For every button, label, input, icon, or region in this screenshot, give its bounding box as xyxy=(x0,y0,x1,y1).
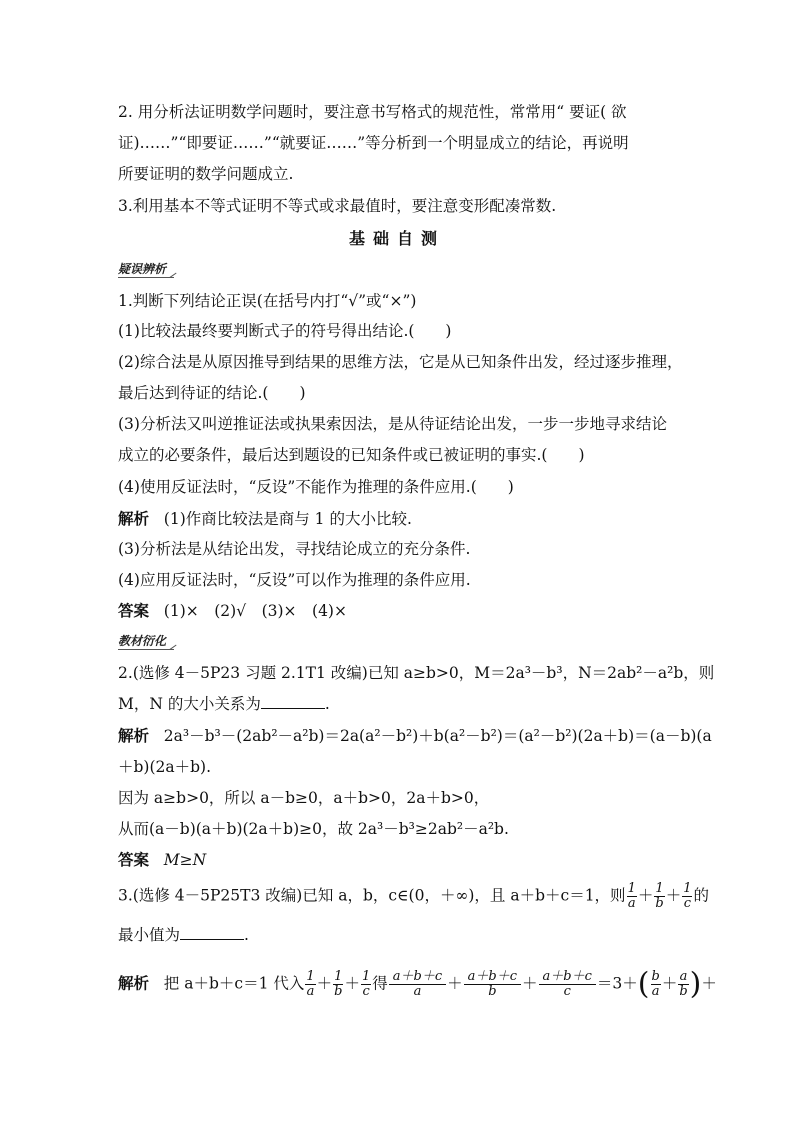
q2-analysis-line1 xyxy=(118,725,712,747)
q1-item2b: 最后达到待证的结论.( ) xyxy=(118,384,306,402)
q3-stem-b-end: . xyxy=(244,926,249,944)
q2-stem-b-end: . xyxy=(324,695,330,713)
q1-stem: 1.判断下列结论正误(在括号内打“√”或“×”) xyxy=(118,292,417,310)
q3-right-paren: ) xyxy=(689,966,702,1002)
q1-analysis-line3: (4)应用反证法时，“反设”可以作为推理的条件应用. xyxy=(118,571,471,589)
q2-answer-text: M≥N xyxy=(163,851,207,869)
q3-jx-frac-1c: $\frac{1}{c}$ xyxy=(362,969,371,999)
q3-analysis-label: 解析 xyxy=(118,974,150,993)
section2-line2: 证)……”“即要证……”“就要证……”等分析到一个明显成立的结论，再说明 xyxy=(118,134,629,152)
section2-line1: 2. 用分析法证明数学问题时，要注意书写格式的规范性，常常用“ 要证( 欲 xyxy=(118,103,627,121)
q3-frac-1c: $\frac{1}{c}$ xyxy=(683,881,692,911)
q2-stem-a: 2.(选修 4－5P23 习题 2.1T1 改编)已知 a≥b>0，M＝2a³－b³，N＝2ab²－a²b，则 xyxy=(118,664,715,682)
q1-item4: (4)使用反证法时，“反设”不能作为推理的条件应用.( ) xyxy=(118,478,514,496)
q3-stem-a-end: 的 xyxy=(693,886,709,905)
q3-analysis-de: 得 xyxy=(372,974,388,993)
q3-stem-b-text: 最小值为 xyxy=(118,926,181,944)
q1-answer-line xyxy=(118,600,347,622)
q1-answer-label: 答案 xyxy=(118,602,150,620)
q1-analysis-line2: (3)分析法是从结论出发，寻找结论成立的充分条件. xyxy=(118,540,471,558)
q2-analysis-line4: 从而(a－b)(a＋b)(2a＋b)≥0，故 2a³－b³≥2ab²－a²b. xyxy=(118,820,509,838)
q1-item3b: 成立的必要条件，最后达到题设的已知条件或已被证明的事实.( ) xyxy=(118,446,585,464)
q3-answer-blank xyxy=(180,925,244,940)
section-heading: 基础自测 xyxy=(348,229,445,248)
q1-item3a: (3)分析法又叫逆推证法或执果索因法，是从待证结论出发，一步一步地寻求结论 xyxy=(118,415,667,433)
q3-analysis-pre: 把 a＋b＋c＝1 代入 xyxy=(163,974,305,993)
q3-jx-frac-sum-a: $\frac{a+b+c}{a}$ xyxy=(389,970,446,999)
q2-answer-line xyxy=(118,849,206,871)
q3-stem-b xyxy=(118,924,249,946)
q3-jx-frac-1a: $\frac{1}{a}$ xyxy=(306,969,315,999)
q1-analysis-label: 解析 xyxy=(118,510,150,528)
q3-jx-frac-ba: $\frac{b}{a}$ xyxy=(651,969,660,999)
q1-item1: (1)比较法最终要判断式子的符号得出结论.( ) xyxy=(118,322,452,340)
q1-item2a: (2)综合法是从原因推导到结果的思维方法，它是从已知条件出发，经过逐步推理， xyxy=(118,353,683,371)
q1-analysis-text1: (1)作商比较法是商与 1 的大小比较. xyxy=(163,510,412,528)
tag-error-analysis: 疑误辨析 xyxy=(118,260,174,278)
q3-left-paren: ( xyxy=(637,966,650,1002)
section3-line1: 3.利用基本不等式证明不等式或求最值时，要注意变形配凑常数. xyxy=(118,197,557,215)
q3-analysis-eq: ＝3＋ xyxy=(596,974,638,993)
q3-frac-1a: $\frac{1}{a}$ xyxy=(627,881,636,911)
q2-analysis-line3: 因为 a≥b>0，所以 a－b≥0，a＋b>0，2a＋b>0， xyxy=(118,789,490,807)
q1-answer-text: (1)× (2)√ (3)× (4)× xyxy=(163,602,347,620)
q2-stem-b xyxy=(118,693,330,715)
q3-jx-frac-ab: $\frac{a}{b}$ xyxy=(679,969,688,999)
q1-analysis-line1 xyxy=(118,508,412,530)
q3-jx-frac-sum-c: $\frac{a+b+c}{c}$ xyxy=(539,970,596,999)
q2-answer-label: 答案 xyxy=(118,851,150,869)
section2-line3: 所要证明的数学问题成立. xyxy=(118,165,294,183)
q3-jx-frac-sum-b: $\frac{a+b+c}{b}$ xyxy=(464,970,521,999)
q2-analysis-line2: ＋b)(2a＋b). xyxy=(118,758,212,776)
q3-stem-a: 3.(选修 4－5P25T3 改编)已知 a，b，c∈(0，＋∞)，且 a＋b＋c＝1，则 $\frac{1}{a}$ ＋ $\frac{1}{b}$ ＋ $\frac{1}{c}$ 的 xyxy=(118,881,709,911)
q3-analysis-line1: 解析 把 a＋b＋c＝1 代入 $\frac{1}{a}$ ＋ $\frac{1}{b}$ ＋ $\frac{1}{c}$ 得 $\frac{a+b+c}{a}$ ＋ $\frac{a+b+c}{b}$ ＋ $\frac{a+b+c}{c}$ ＝3＋( $\frac{b}{a}$ ＋ $\frac{a}{b}$ )＋ xyxy=(118,966,717,1002)
q3-frac-1b: $\frac{1}{b}$ xyxy=(655,881,664,911)
q2-analysis-text1: 2a³－b³－(2ab²－a²b)＝2a(a²－b²)＋b(a²－b²)＝(a²－b²)(2a＋b)＝(a－b)(a xyxy=(163,727,712,745)
q2-stem-b-text: M，N 的大小关系为 xyxy=(118,695,261,713)
q3-jx-frac-1b: $\frac{1}{b}$ xyxy=(334,969,343,999)
q3-stem-a-text: 3.(选修 4－5P25T3 改编)已知 a，b，c∈(0，＋∞)，且 a＋b＋c＝1，则 xyxy=(118,886,626,905)
tag-textbook-derivation: 教材衍化 xyxy=(118,632,174,650)
q2-answer-blank xyxy=(261,694,325,709)
q2-analysis-label: 解析 xyxy=(118,727,150,745)
